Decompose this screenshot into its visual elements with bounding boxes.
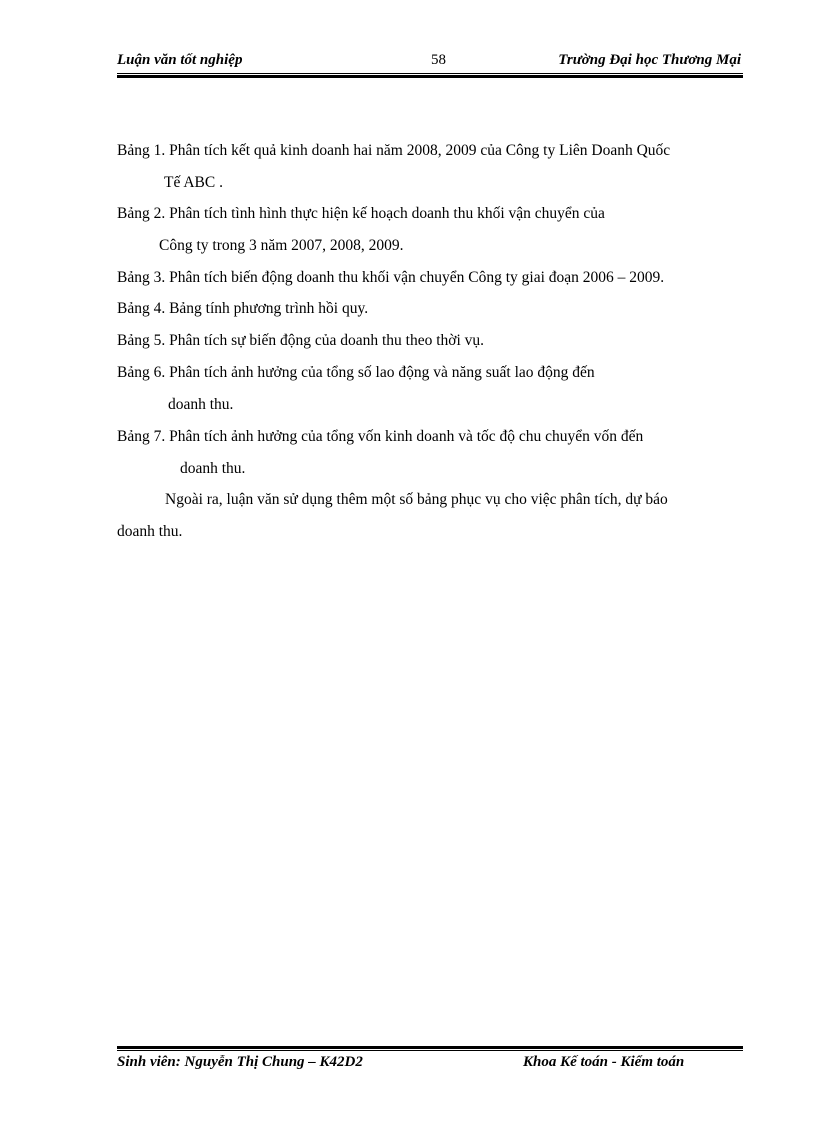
paragraph-line-1: Ngoài ra, luận văn sử dụng thêm một số bảng phục vụ cho việc phân tích, dự báo [165, 491, 668, 508]
table-list-item-5: Bảng 5. Phân tích sự biến động của doanh thu theo thời vụ. [117, 332, 485, 349]
header-university: Trường Đại học Thương Mại [558, 52, 741, 68]
table-list-item-6-cont: doanh thu. [168, 396, 234, 413]
table-list-item-1: Bảng 1. Phân tích kết quả kinh doanh hai năm 2008, 2009 của Công ty Liên Doanh Quốc [117, 142, 671, 159]
page-number: 58 [431, 52, 446, 68]
table-list-item-3: Bảng 3. Phân tích biến động doanh thu khối vận chuyển Công ty giai đoạn 2006 – 2009. [117, 269, 665, 286]
header-thesis-label: Luận văn tốt nghiệp [117, 52, 243, 68]
table-list-item-1-cont: Tế ABC . [164, 174, 223, 191]
footer-student: Sinh viên: Nguyễn Thị Chung – K42D2 [117, 1054, 363, 1070]
table-list-item-2: Bảng 2. Phân tích tình hình thực hiện kế hoạch doanh thu khối vận chuyển của [117, 205, 605, 222]
footer-department: Khoa Kế toán - Kiểm toán [523, 1054, 685, 1070]
footer-rule-thick [117, 1046, 743, 1049]
footer-rule-thin [117, 1050, 743, 1051]
table-list-item-7: Bảng 7. Phân tích ảnh hưởng của tổng vốn kinh doanh và tốc độ chu chuyển vốn đến [117, 428, 644, 445]
page-header [117, 52, 741, 74]
paragraph-line-2: doanh thu. [117, 523, 183, 540]
header-rule-thin [117, 73, 743, 74]
table-list-item-4: Bảng 4. Bảng tính phương trình hồi quy. [117, 300, 369, 317]
header-rule-thick [117, 75, 743, 78]
table-list-item-7-cont: doanh thu. [180, 460, 246, 477]
table-list-item-6: Bảng 6. Phân tích ảnh hưởng của tổng số lao động và năng suất lao động đến [117, 364, 595, 381]
table-list-item-2-cont: Công ty trong 3 năm 2007, 2008, 2009. [159, 237, 404, 254]
